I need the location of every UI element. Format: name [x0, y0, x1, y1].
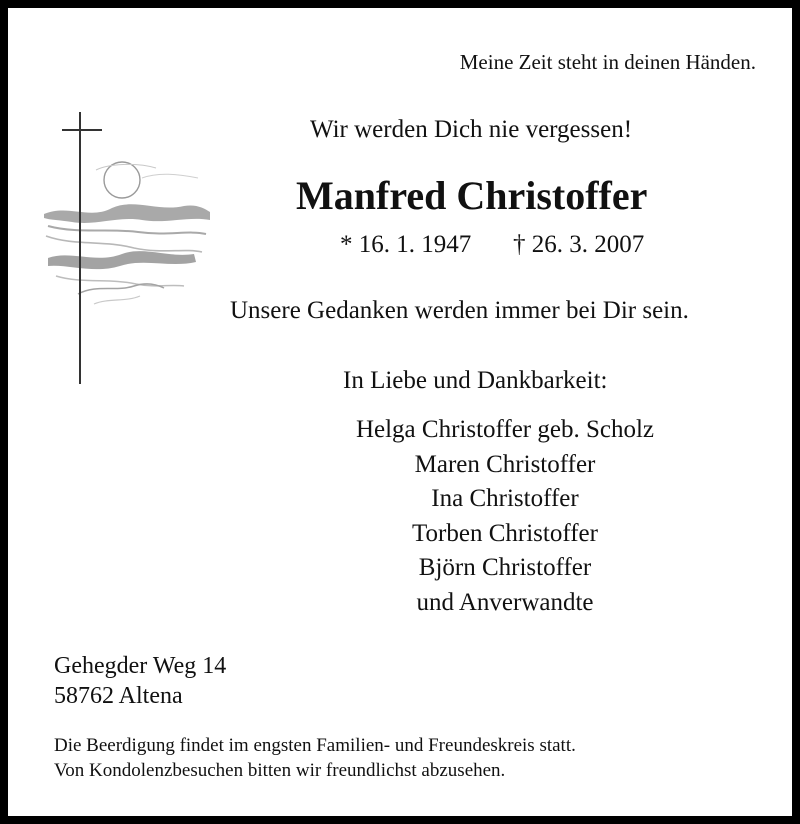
funeral-note-line: Die Beerdigung findet im engsten Familien- und Freundeskreis statt.: [54, 735, 576, 756]
death-date: † 26. 3. 2007: [513, 231, 645, 258]
sun-icon: [96, 162, 198, 198]
cross-landscape-illustration: [38, 108, 218, 388]
love-intro-text: In Liebe und Dankbarkeit:: [343, 367, 608, 394]
cross-icon: [62, 112, 102, 384]
never-forget-text: Wir werden Dich nie vergessen!: [310, 116, 633, 143]
family-member: Torben Christoffer: [412, 519, 598, 547]
family-list: [300, 413, 710, 620]
birth-date: * 16. 1. 1947: [340, 231, 472, 258]
family-member: Ina Christoffer: [431, 485, 579, 512]
family-member: Helga Christoffer geb. Scholz: [355, 416, 655, 443]
family-member: und Anverwandte: [416, 588, 594, 616]
funeral-note-line: Von Kondolenzbesuchen bitten wir freundlichst abzusehen.: [54, 760, 506, 781]
motto-text: Meine Zeit steht in deinen Händen.: [459, 50, 756, 74]
landscape-icon: [44, 204, 210, 304]
thoughts-text: Unsere Gedanken werden immer bei Dir sein.: [230, 297, 689, 324]
deceased-name: Manfred Christoffer: [296, 173, 648, 218]
family-member: Björn Christoffer: [418, 554, 592, 581]
address-city: 58762 Altena: [54, 683, 183, 709]
funeral-note: [54, 733, 576, 783]
address-street: Gehegder Weg 14: [54, 653, 227, 679]
address-block: [54, 651, 226, 711]
family-member: Maren Christoffer: [414, 450, 596, 478]
